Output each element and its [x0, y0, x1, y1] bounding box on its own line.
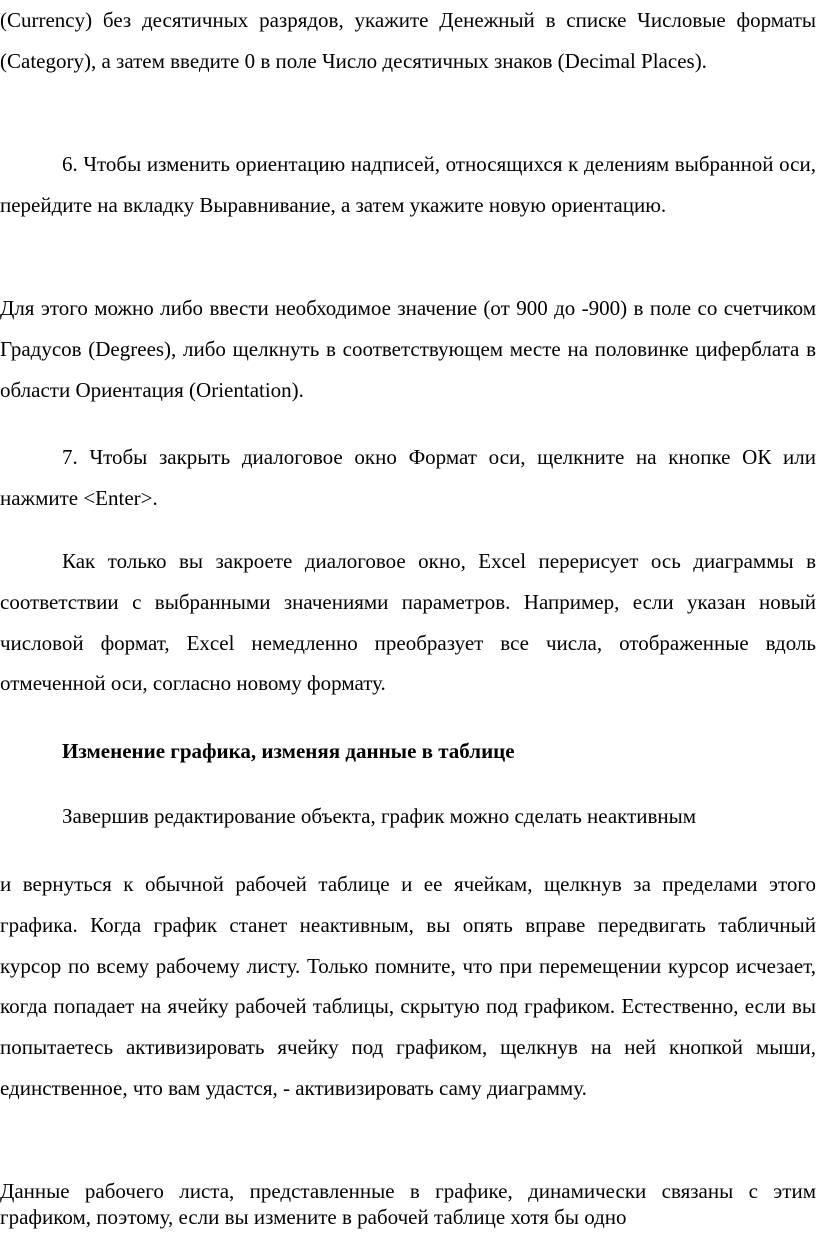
paragraph-dynamic-link: Данные рабочего листа, представленные в графике, динамически связаны с этим графиком, поэтому, если вы измените в рабочей таблице хотя бы одно: [0, 1179, 816, 1229]
paragraph-step-6: 6. Чтобы изменить ориентацию надписей, относящихся к делениям выбранной оси, перейдите на вкладку Выравнивание, а затем укажите новую ориентацию.: [0, 152, 816, 217]
paragraph-step-7: 7. Чтобы закрыть диалоговое окно Формат оси, щелкните на кнопке ОК или нажмите <Enter>.: [0, 445, 816, 510]
section-heading: Изменение графика, изменяя данные в таблице: [62, 739, 515, 763]
paragraph-excel-redraw: Как только вы закроете диалоговое окно, Excel перерисует ось диаграммы в соответствии с выбранными значениями параметров. Например, если указан новый числовой формат, Excel немедленно преобразует все числа, отображенные вдоль отмеченной оси, согласно новому формату.: [0, 549, 816, 696]
paragraph-return-to-worksheet: и вернуться к обычной рабочей таблице и ее ячейкам, щелкнув за пределами этого графика. Когда график станет неактивным, вы опять вправе передвигать табличный курсор по всему рабочему листу. Только помните, что при перемещении курсор исчезает, когда попадает на ячейку рабочей таблицы, скрытую под графиком. Естественно, если вы попытаетесь активизировать ячейку под графиком, щелкнув на ней кнопкой мыши, единственное, что вам удастся, - активизировать саму диаграмму.: [0, 872, 816, 1100]
paragraph-orientation-degrees: Для этого можно либо ввести необходимое значение (от 900 до -900) в поле со счетчиком Градусов (Degrees), либо щелкнуть в соответствующем месте на половинке циферблата в области Ориентация (Orientation).: [0, 296, 816, 402]
paragraph-number-format-continuation: (Currency) без десятичных разрядов, укажите Денежный в списке Числовые форматы (Category), а затем введите 0 в поле Число десятичных знаков (Decimal Places).: [0, 8, 816, 73]
paragraph-finish-editing: Завершив редактирование объекта, график можно сделать неактивным: [62, 804, 697, 828]
